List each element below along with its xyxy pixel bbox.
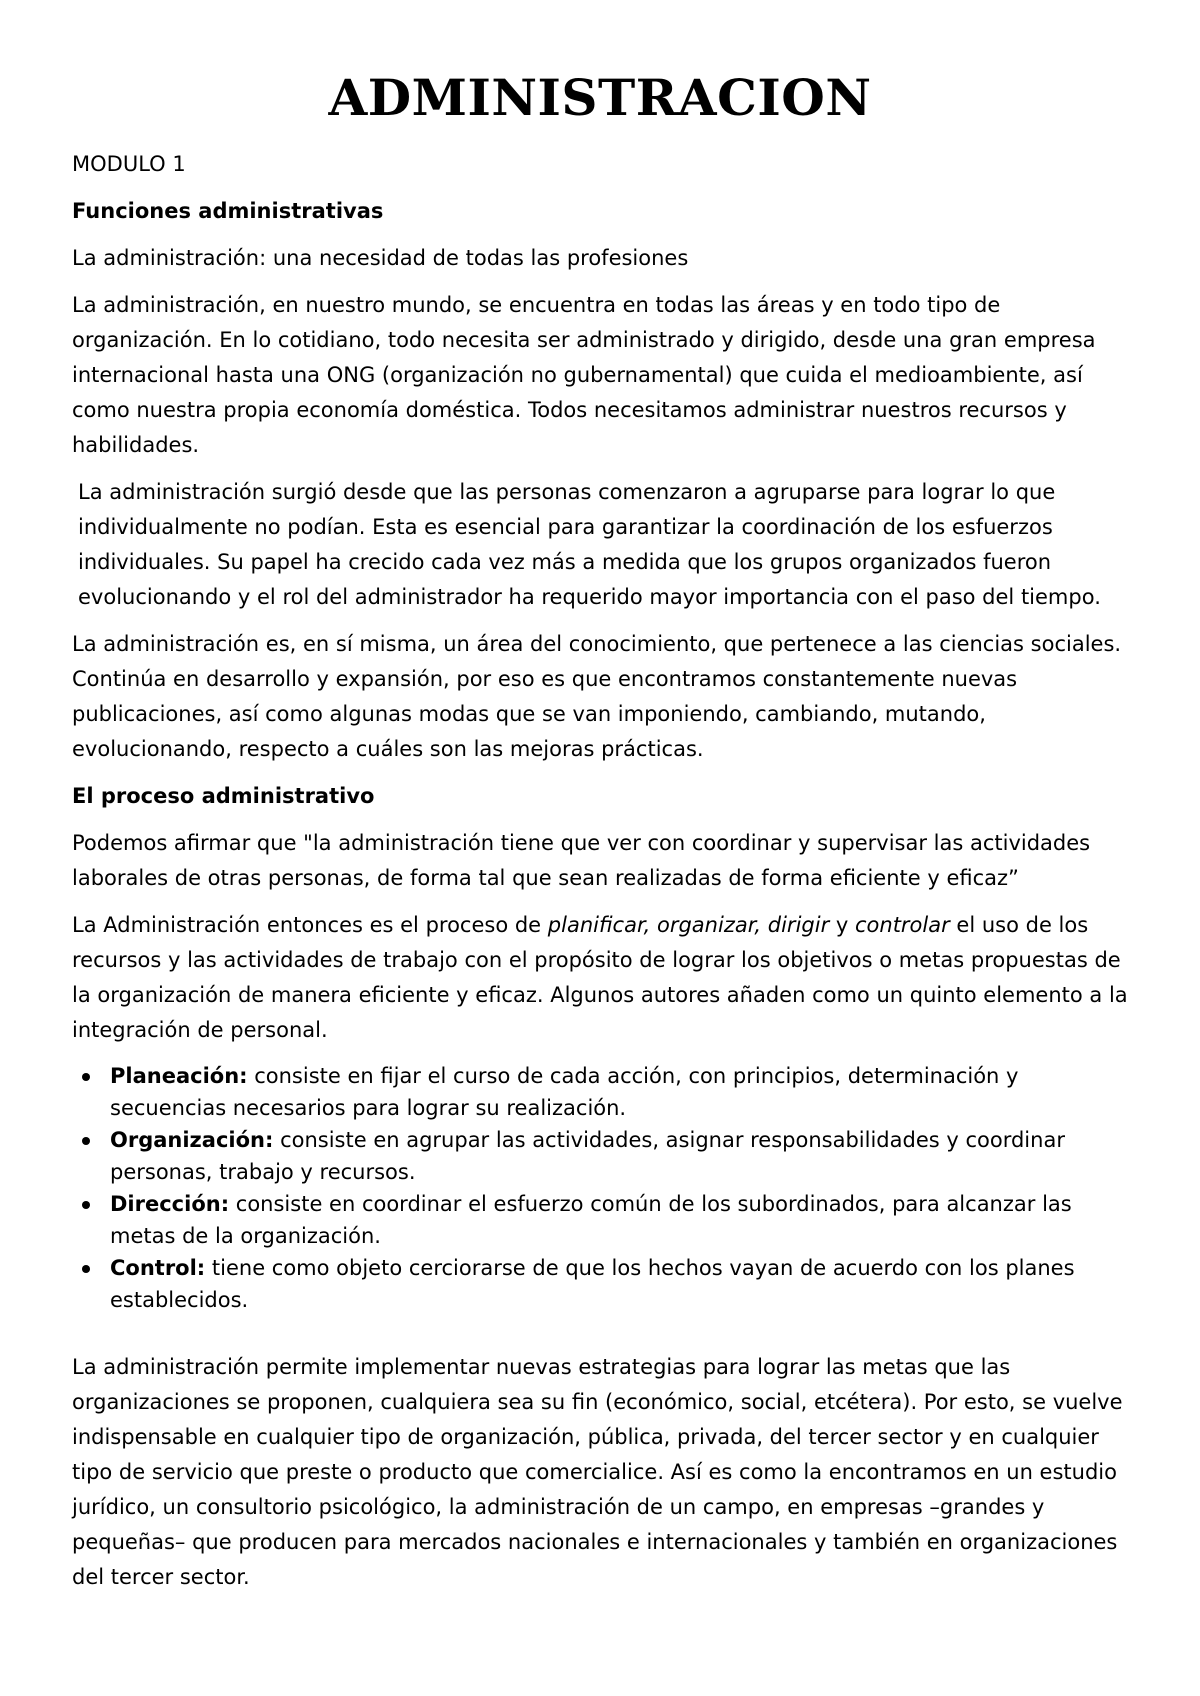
paragraph-6-italic-2: controlar	[854, 913, 950, 937]
bullet-text: consiste en fijar el curso de cada acción, con principios, determinación y secuencias necesarios para lograr su realización.	[110, 1064, 1019, 1120]
bullet-icon	[82, 1265, 90, 1273]
paragraph-3: La administración surgió desde que las personas comenzaron a agruparse para lograr lo que individualmente no podían. Esta es esencial para garantizar la coordinación de los esfuerzos individuales. Su papel ha crecido cada vez más a medida que los grupos organizados fueron evolucionando y el rol del administrador ha requerido mayor importancia con el paso del tiempo.	[78, 480, 1101, 609]
document-title: ADMINISTRACION	[328, 68, 872, 127]
bullet-text: consiste en agrupar las actividades, asignar responsabilidades y coordinar personas, trabajo y recursos.	[110, 1128, 1065, 1184]
paragraph-6	[72, 908, 1128, 1048]
blank-line	[72, 1316, 1128, 1350]
module-label: MODULO 1	[72, 152, 186, 176]
section-heading-funciones: Funciones administrativas	[72, 199, 384, 223]
paragraph-6-before: La Administración entonces es el proceso de	[72, 913, 548, 937]
list-item	[72, 1252, 1128, 1316]
paragraph-2: La administración, en nuestro mundo, se encuentra en todas las áreas y en todo tipo de organización. En lo cotidiano, todo necesita ser administrado y dirigido, desde una gran empresa internacional hasta una ONG (organización no gubernamental) que cuida el medioambiente, así como nuestra propia economía doméstica. Todos necesitamos administrar nuestros recursos y habilidades.	[72, 293, 1096, 457]
bullet-icon	[82, 1201, 90, 1209]
bullet-icon	[82, 1073, 90, 1081]
paragraph-4: La administración es, en sí misma, un área del conocimiento, que pertenece a las ciencias sociales. Continúa en desarrollo y expansión, por eso es que encontramos constantemente nuevas publicaciones, así como algunas modas que se van imponiendo, cambiando, mutando, evolucionando, respecto a cuáles son las mejoras prácticas.	[72, 632, 1122, 761]
bullet-term: Control:	[110, 1256, 206, 1280]
process-bullet-list	[72, 1060, 1128, 1316]
paragraph-6-after: el uso de los recursos y las actividades de trabajo con el propósito de lograr los objetivos o metas propuestas de la organización de manera eficiente y eficaz. Algunos autores añaden como un quinto elemento a la integración de personal.	[72, 913, 1128, 1042]
bullet-icon	[82, 1137, 90, 1145]
paragraph-5: Podemos afirmar que "la administración tiene que ver con coordinar y supervisar las actividades laborales de otras personas, de forma tal que sean realizadas de forma eficiente y eficaz”	[72, 831, 1091, 890]
paragraph-6-italic-1: planificar, organizar, dirigir	[547, 913, 830, 937]
bullet-term: Planeación:	[110, 1064, 248, 1088]
list-item	[72, 1060, 1128, 1124]
list-item	[72, 1124, 1128, 1188]
section-heading-proceso: El proceso administrativo	[72, 784, 375, 808]
paragraph-1: La administración: una necesidad de todas las profesiones	[72, 246, 689, 270]
paragraph-6-mid: y	[829, 913, 855, 937]
list-item	[72, 1188, 1128, 1252]
bullet-term: Organización:	[110, 1128, 274, 1152]
bullet-text: consiste en coordinar el esfuerzo común de los subordinados, para alcanzar las metas de la organización.	[110, 1192, 1072, 1248]
bullet-text: tiene como objeto cerciorarse de que los hechos vayan de acuerdo con los planes establecidos.	[110, 1256, 1075, 1312]
paragraph-7: La administración permite implementar nuevas estrategias para lograr las metas que las organizaciones se proponen, cualquiera sea su fin (económico, social, etcétera). Por esto, se vuelve indispensable en cualquier tipo de organización, pública, privada, del tercer sector y en cualquier tipo de servicio que preste o producto que comercialice. Así es como la encontramos en un estudio jurídico, un consultorio psicológico, la administración de un campo, en empresas –grandes y pequeñas– que producen para mercados nacionales e internacionales y también en organizaciones del tercer sector.	[72, 1355, 1123, 1589]
bullet-term: Dirección:	[110, 1192, 230, 1216]
